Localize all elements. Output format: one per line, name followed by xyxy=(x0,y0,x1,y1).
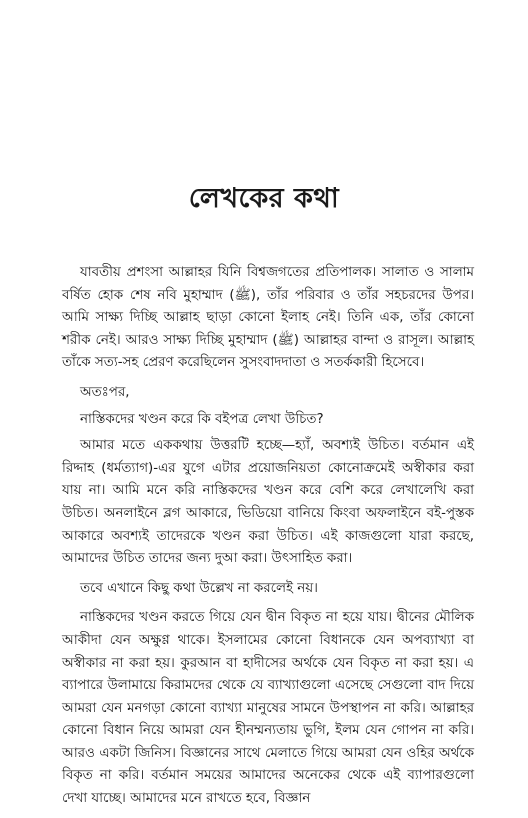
paragraph-caveat: নাস্তিকদের খণ্ডন করতে গিয়ে যেন দ্বীন বিকৃত না হয়ে যায়। দ্বীনের মৌলিক আকীদা যেন অক্ষুণ্ণ থাকে। ইসলামের কোনো বিধানকে যেন অপব্যাখ্যা বা অস্বীকার না করা হয়। কুরআন বা হাদীসের অর্থকে যেন বিকৃত না করা হয়। এ ব্যাপারে উলামায়ে কিরামদের থেকে যে ব্যাখ্যাগুলো এসেছে সেগুলো বাদ দিয়ে আমরা যেন মনগড়া কোনো ব্যাখ্যা মানুষের সামনে উপস্থাপন না করি। আল্লাহর কোনো বিধান নিয়ে আমরা যেন হীনম্মন্যতায় ভুগি, ইলম যেন গোপন না করি। আরও একটা জিনিস। বিজ্ঞানের সাথে মেলাতে গিয়ে আমরা যেন ওহির অর্থকে বিকৃত না করি। বর্তমান সময়ের আমাদের অনেকের থেকে এই ব্যাপারগুলো দেখা যাচ্ছে। আমাদের মনে রাখতে হবে, বিজ্ঞান xyxy=(62,610,474,807)
paragraph-question: নাস্তিকদের খণ্ডন করে কি বইপত্র লেখা উচিত? xyxy=(80,411,324,427)
paragraph-answer: আমার মতে এককথায় উত্তরটি হচ্ছে—হ্যাঁ, অবশ্যই উচিত। বর্তমান এই রিদ্দাহ (ধর্মত্যাগ)-এর যুগে এটার প্রয়োজনিয়তা কোনোক্রমেই অস্বীকার করা যায় না। আমি মনে করি নাস্তিকদের খণ্ডন করে বেশি করে লেখালেখি করা উচিত। অনলাইনে ব্লগ আকারে, ভিডিয়ো বানিয়ে কিংবা অফলাইনে বই-পুস্তক আকারে অবশ্যই তাদেরকে খণ্ডন করা উচিত। এই কাজগুলো যারা করছে, আমাদের উচিত তাদের জন্য দুআ করা। উৎসাহিত করা। xyxy=(62,438,474,567)
paragraph-transition: অতঃপর, xyxy=(80,384,130,400)
paragraph-intro: যাবতীয় প্রশংসা আল্লাহর যিনি বিশ্বজগতের প্রতিপালক। সালাত ও সালাম বর্ষিত হোক শেষ নবি মুহাম্মাদ (ﷺ), তাঁর পরিবার ও তাঁর সহচরদের উপর। আমি সাক্ষ্য দিচ্ছি আল্লাহ ছাড়া কোনো ইলাহ নেই। তিনি এক, তাঁর কোনো শরীক নেই। আরও সাক্ষ্য দিচ্ছি মুহাম্মাদ (ﷺ) আল্লাহর বান্দা ও রাসূল। আল্লাহ তাঁকে সত্য-সহ প্রেরণ করেছিলেন সুসংবাদদাতা ও সতর্ককারী হিসেবে। xyxy=(62,265,474,371)
body-text xyxy=(62,262,474,818)
paragraph-caveat-intro: তবে এখানে কিছু কথা উল্লেখ না করলেই নয়। xyxy=(80,580,318,596)
chapter-title: লেখকের কথা xyxy=(188,183,340,214)
